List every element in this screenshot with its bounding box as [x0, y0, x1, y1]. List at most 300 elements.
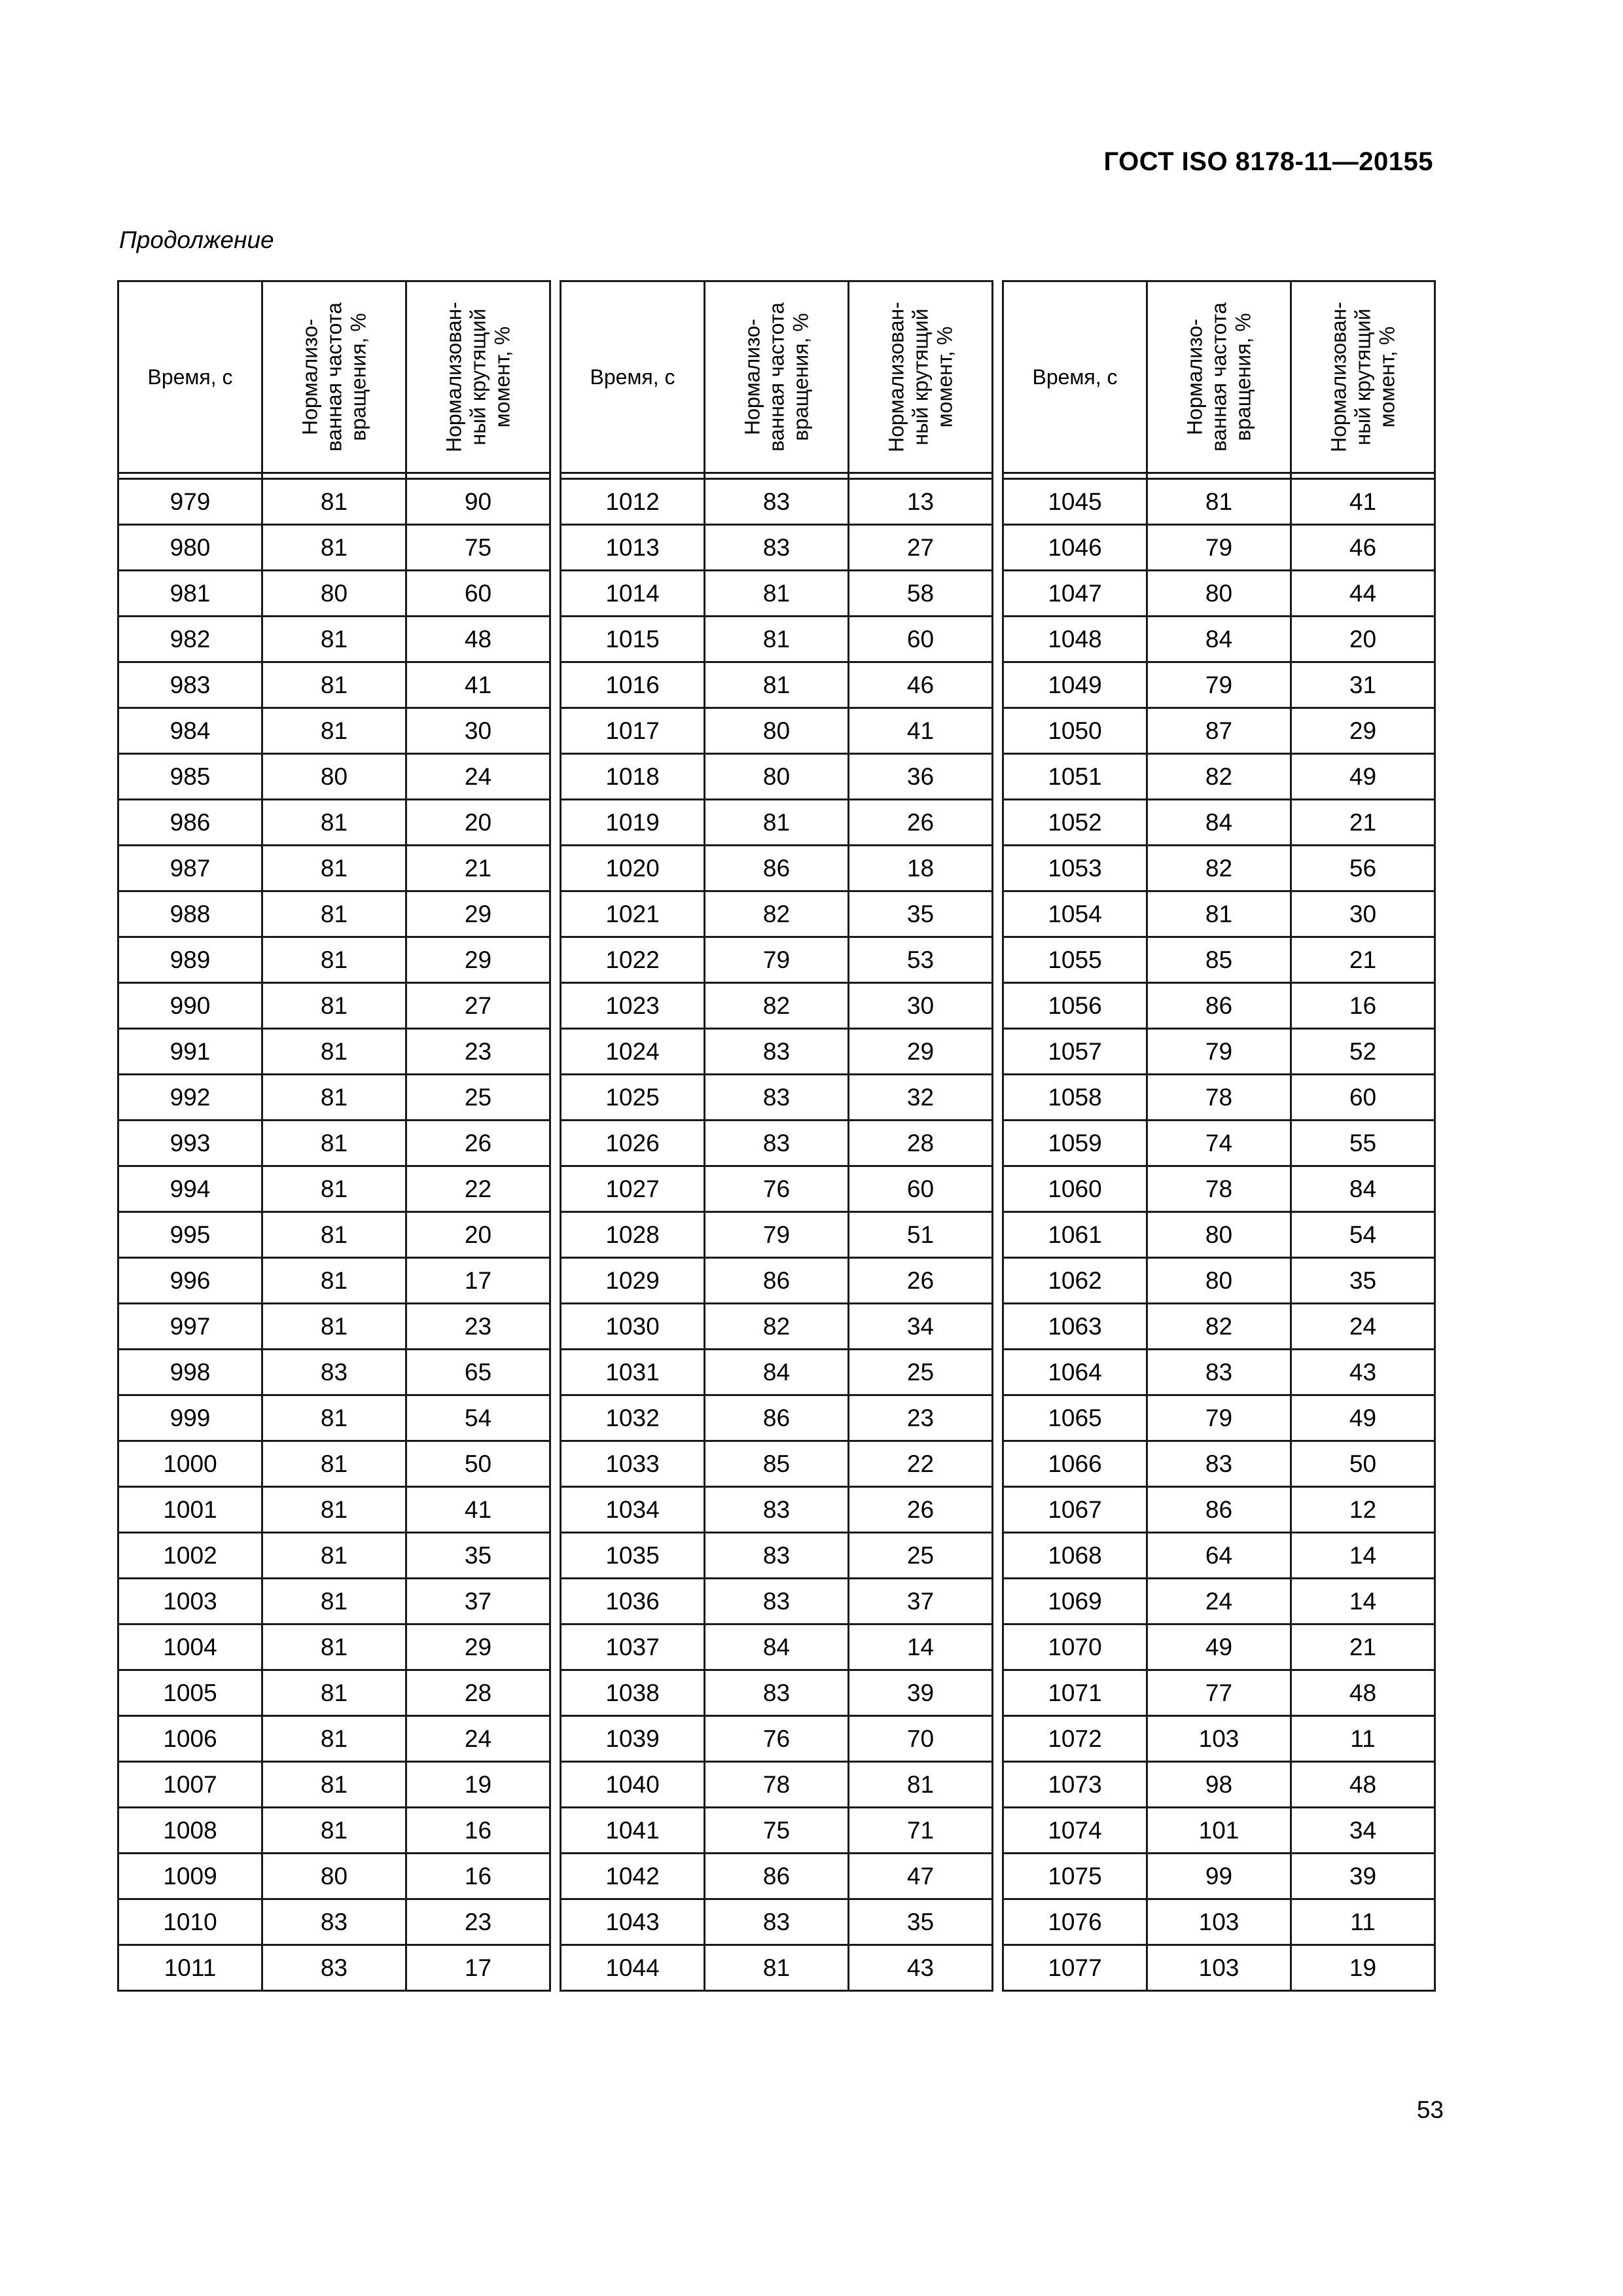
cell-torque: 37	[849, 1579, 993, 1624]
cell-torque: 24	[406, 754, 550, 800]
cell-time: 1032	[561, 1395, 705, 1441]
document-title: ГОСТ ISO 8178-11—20155	[1103, 147, 1433, 176]
cell-time: 982	[118, 617, 262, 662]
cell-torque: 14	[1291, 1533, 1435, 1579]
column-header-torque-text: Нормализован-ный крутящий момент, %	[442, 302, 514, 452]
table-row	[1003, 1487, 1435, 1533]
cell-speed: 81	[262, 525, 406, 571]
cell-time: 990	[118, 983, 262, 1029]
cell-speed: 83	[705, 1579, 849, 1624]
header-separator	[1003, 473, 1435, 479]
data-table-2	[560, 280, 993, 1992]
cell-speed: 81	[262, 1579, 406, 1624]
cell-time: 1033	[561, 1441, 705, 1487]
cell-speed: 101	[1147, 1808, 1291, 1854]
cell-speed: 76	[705, 1166, 849, 1212]
cell-time: 1048	[1003, 617, 1147, 662]
cell-time: 1038	[561, 1670, 705, 1716]
cell-speed: 80	[262, 754, 406, 800]
table-row	[1003, 1670, 1435, 1716]
column-header-time: Время, с	[118, 281, 262, 473]
cell-time: 1058	[1003, 1075, 1147, 1121]
cell-time: 1070	[1003, 1624, 1147, 1670]
table-row	[1003, 754, 1435, 800]
cell-torque: 81	[849, 1762, 993, 1808]
cell-torque: 34	[1291, 1808, 1435, 1854]
cell-speed: 81	[705, 662, 849, 708]
cell-torque: 70	[849, 1716, 993, 1762]
table-row	[561, 1395, 993, 1441]
cell-time: 1026	[561, 1121, 705, 1166]
table-row	[1003, 662, 1435, 708]
table-row	[561, 1762, 993, 1808]
cell-torque: 65	[406, 1350, 550, 1395]
table-row	[118, 1350, 550, 1395]
cell-time: 1073	[1003, 1762, 1147, 1808]
cell-time: 1025	[561, 1075, 705, 1121]
cell-time: 1014	[561, 571, 705, 617]
cell-time: 1013	[561, 525, 705, 571]
cell-speed: 81	[262, 1487, 406, 1533]
cell-speed: 103	[1147, 1899, 1291, 1945]
cell-time: 1055	[1003, 937, 1147, 983]
cell-torque: 11	[1291, 1899, 1435, 1945]
cell-speed: 79	[705, 1212, 849, 1258]
column-header-speed	[1147, 281, 1291, 473]
cell-torque: 14	[849, 1624, 993, 1670]
cell-time: 1069	[1003, 1579, 1147, 1624]
cell-speed: 79	[1147, 1029, 1291, 1075]
table-row	[1003, 800, 1435, 846]
table-row	[1003, 1579, 1435, 1624]
cell-time: 1062	[1003, 1258, 1147, 1304]
cell-speed: 84	[1147, 800, 1291, 846]
cell-time: 1007	[118, 1762, 262, 1808]
cell-torque: 23	[406, 1899, 550, 1945]
cell-time: 1060	[1003, 1166, 1147, 1212]
table-row	[561, 1121, 993, 1166]
cell-speed: 83	[262, 1350, 406, 1395]
cell-time: 1039	[561, 1716, 705, 1762]
header-separator	[561, 473, 993, 479]
table-row	[561, 1624, 993, 1670]
column-header-time: Время, с	[1003, 281, 1147, 473]
cell-speed: 79	[705, 937, 849, 983]
cell-torque: 26	[849, 800, 993, 846]
cell-time: 987	[118, 846, 262, 891]
cell-speed: 86	[705, 1258, 849, 1304]
cell-speed: 82	[705, 1304, 849, 1350]
cell-speed: 80	[1147, 1212, 1291, 1258]
cell-time: 998	[118, 1350, 262, 1395]
table-row	[118, 891, 550, 937]
cell-speed: 86	[705, 1395, 849, 1441]
cell-time: 1064	[1003, 1350, 1147, 1395]
table-row	[561, 1579, 993, 1624]
cell-time: 1037	[561, 1624, 705, 1670]
cell-torque: 39	[1291, 1854, 1435, 1899]
table-row	[561, 846, 993, 891]
cell-time: 1006	[118, 1716, 262, 1762]
table-row	[561, 1533, 993, 1579]
cell-torque: 36	[849, 754, 993, 800]
cell-speed: 82	[1147, 846, 1291, 891]
table-row	[1003, 617, 1435, 662]
cell-time: 1015	[561, 617, 705, 662]
cell-torque: 43	[1291, 1350, 1435, 1395]
cell-torque: 26	[849, 1487, 993, 1533]
cell-time: 1045	[1003, 479, 1147, 525]
cell-speed: 81	[262, 846, 406, 891]
cell-speed: 79	[1147, 662, 1291, 708]
cell-time: 1017	[561, 708, 705, 754]
cell-time: 1071	[1003, 1670, 1147, 1716]
cell-time: 1000	[118, 1441, 262, 1487]
cell-speed: 83	[705, 1487, 849, 1533]
cell-time: 1057	[1003, 1029, 1147, 1075]
cell-speed: 24	[1147, 1579, 1291, 1624]
cell-torque: 21	[1291, 800, 1435, 846]
cell-speed: 83	[705, 1670, 849, 1716]
cell-speed: 83	[705, 1533, 849, 1579]
cell-speed: 81	[705, 1945, 849, 1991]
cell-speed: 82	[1147, 754, 1291, 800]
cell-torque: 48	[1291, 1762, 1435, 1808]
cell-time: 1046	[1003, 525, 1147, 571]
cell-time: 1044	[561, 1945, 705, 1991]
table-row	[1003, 1808, 1435, 1854]
table-row	[1003, 1762, 1435, 1808]
table-row	[1003, 891, 1435, 937]
cell-time: 993	[118, 1121, 262, 1166]
table-row	[1003, 1029, 1435, 1075]
cell-torque: 25	[849, 1350, 993, 1395]
cell-time: 1034	[561, 1487, 705, 1533]
table-row	[118, 983, 550, 1029]
cell-speed: 83	[705, 1121, 849, 1166]
table-row	[118, 1579, 550, 1624]
cell-torque: 18	[849, 846, 993, 891]
table-row	[118, 617, 550, 662]
cell-time: 1051	[1003, 754, 1147, 800]
page-number: 53	[1416, 2096, 1444, 2123]
cell-torque: 30	[406, 708, 550, 754]
table-row	[1003, 1854, 1435, 1899]
header-row	[118, 281, 550, 473]
cell-speed: 87	[1147, 708, 1291, 754]
cell-torque: 51	[849, 1212, 993, 1258]
cell-time: 994	[118, 1166, 262, 1212]
cell-torque: 49	[1291, 754, 1435, 800]
table-row	[561, 1854, 993, 1899]
cell-time: 996	[118, 1258, 262, 1304]
table-row	[118, 479, 550, 525]
cell-speed: 81	[262, 1029, 406, 1075]
cell-time: 1061	[1003, 1212, 1147, 1258]
table-row	[118, 1716, 550, 1762]
cell-time: 985	[118, 754, 262, 800]
table-row	[1003, 708, 1435, 754]
cell-torque: 44	[1291, 571, 1435, 617]
cell-speed: 81	[262, 1304, 406, 1350]
cell-speed: 80	[1147, 1258, 1291, 1304]
cell-speed: 81	[262, 1395, 406, 1441]
table-row	[1003, 479, 1435, 525]
cell-torque: 17	[406, 1945, 550, 1991]
cell-time: 1016	[561, 662, 705, 708]
cell-speed: 80	[705, 754, 849, 800]
cell-speed: 75	[705, 1808, 849, 1854]
cell-speed: 80	[262, 1854, 406, 1899]
cell-time: 984	[118, 708, 262, 754]
column-header-torque-text: Нормализован-ный крутящий момент, %	[1327, 302, 1399, 452]
cell-torque: 75	[406, 525, 550, 571]
cell-torque: 25	[406, 1075, 550, 1121]
table-row	[118, 1624, 550, 1670]
cell-time: 1050	[1003, 708, 1147, 754]
cell-torque: 20	[1291, 617, 1435, 662]
cell-torque: 22	[849, 1441, 993, 1487]
cell-time: 1028	[561, 1212, 705, 1258]
table-row	[118, 708, 550, 754]
table-row	[1003, 1716, 1435, 1762]
table-row	[1003, 846, 1435, 891]
table-row	[118, 1762, 550, 1808]
cell-time: 1011	[118, 1945, 262, 1991]
cell-time: 1023	[561, 983, 705, 1029]
table-row	[561, 937, 993, 983]
cell-time: 1072	[1003, 1716, 1147, 1762]
table-row	[561, 662, 993, 708]
cell-speed: 81	[1147, 891, 1291, 937]
cell-time: 1054	[1003, 891, 1147, 937]
table-row	[118, 1212, 550, 1258]
table-row	[118, 662, 550, 708]
cell-time: 1049	[1003, 662, 1147, 708]
cell-time: 1077	[1003, 1945, 1147, 1991]
cell-torque: 41	[849, 708, 993, 754]
cell-torque: 41	[1291, 479, 1435, 525]
cell-torque: 24	[1291, 1304, 1435, 1350]
cell-torque: 60	[849, 617, 993, 662]
cell-torque: 56	[1291, 846, 1435, 891]
cell-time: 979	[118, 479, 262, 525]
cell-speed: 78	[1147, 1166, 1291, 1212]
cell-time: 1030	[561, 1304, 705, 1350]
cell-torque: 26	[406, 1121, 550, 1166]
cell-speed: 81	[1147, 479, 1291, 525]
cell-torque: 20	[406, 1212, 550, 1258]
cell-torque: 60	[849, 1166, 993, 1212]
table-row	[561, 1899, 993, 1945]
table-row	[1003, 571, 1435, 617]
cell-time: 1042	[561, 1854, 705, 1899]
cell-time: 1003	[118, 1579, 262, 1624]
table-row	[118, 1533, 550, 1579]
cell-speed: 83	[705, 525, 849, 571]
cell-speed: 81	[262, 1808, 406, 1854]
cell-time: 1009	[118, 1854, 262, 1899]
cell-time: 1076	[1003, 1899, 1147, 1945]
cell-speed: 81	[705, 800, 849, 846]
cell-speed: 82	[1147, 1304, 1291, 1350]
cell-torque: 16	[406, 1854, 550, 1899]
cell-speed: 86	[1147, 983, 1291, 1029]
cell-torque: 23	[849, 1395, 993, 1441]
table-row	[561, 1166, 993, 1212]
cell-torque: 53	[849, 937, 993, 983]
cell-torque: 43	[849, 1945, 993, 1991]
cell-torque: 19	[1291, 1945, 1435, 1991]
table-row	[561, 1212, 993, 1258]
cell-torque: 13	[849, 479, 993, 525]
cell-speed: 79	[1147, 525, 1291, 571]
cell-torque: 60	[1291, 1075, 1435, 1121]
table-row	[561, 708, 993, 754]
cell-torque: 50	[406, 1441, 550, 1487]
cell-speed: 82	[705, 983, 849, 1029]
cell-torque: 41	[406, 1487, 550, 1533]
cell-torque: 29	[406, 891, 550, 937]
cell-torque: 32	[849, 1075, 993, 1121]
cell-torque: 35	[849, 891, 993, 937]
cell-speed: 81	[705, 617, 849, 662]
cell-time: 1019	[561, 800, 705, 846]
cell-torque: 21	[1291, 937, 1435, 983]
table-row	[1003, 1212, 1435, 1258]
cell-time: 1020	[561, 846, 705, 891]
cell-time: 1065	[1003, 1395, 1147, 1441]
table-row	[561, 1487, 993, 1533]
cell-time: 1067	[1003, 1487, 1147, 1533]
cell-torque: 16	[1291, 983, 1435, 1029]
cell-torque: 20	[406, 800, 550, 846]
cell-time: 989	[118, 937, 262, 983]
cell-speed: 81	[262, 1533, 406, 1579]
cell-speed: 81	[262, 708, 406, 754]
cell-time: 1004	[118, 1624, 262, 1670]
cell-speed: 83	[705, 1899, 849, 1945]
cell-time: 1052	[1003, 800, 1147, 846]
cell-speed: 83	[1147, 1441, 1291, 1487]
table-row	[1003, 1350, 1435, 1395]
cell-speed: 64	[1147, 1533, 1291, 1579]
cell-torque: 29	[406, 937, 550, 983]
cell-torque: 34	[849, 1304, 993, 1350]
table-row	[118, 1808, 550, 1854]
cell-torque: 50	[1291, 1441, 1435, 1487]
cell-torque: 23	[406, 1304, 550, 1350]
cell-time: 1001	[118, 1487, 262, 1533]
cell-time: 1043	[561, 1899, 705, 1945]
cell-torque: 41	[406, 662, 550, 708]
cell-speed: 81	[262, 1075, 406, 1121]
column-header-speed-text: Нормализо-ванная частота вращения, %	[740, 302, 812, 452]
data-table-1	[117, 280, 551, 1992]
cell-speed: 83	[1147, 1350, 1291, 1395]
table-row	[1003, 525, 1435, 571]
cell-time: 1036	[561, 1579, 705, 1624]
cell-speed: 78	[705, 1762, 849, 1808]
cell-time: 981	[118, 571, 262, 617]
cell-time: 1005	[118, 1670, 262, 1716]
table-row	[118, 1166, 550, 1212]
table-row	[1003, 1945, 1435, 1991]
cell-time: 1024	[561, 1029, 705, 1075]
cell-torque: 39	[849, 1670, 993, 1716]
cell-torque: 28	[406, 1670, 550, 1716]
cell-torque: 54	[1291, 1212, 1435, 1258]
cell-torque: 52	[1291, 1029, 1435, 1075]
column-header-time: Время, с	[561, 281, 705, 473]
column-header-torque-text: Нормализован-ный крутящий момент, %	[884, 302, 956, 452]
cell-speed: 83	[262, 1899, 406, 1945]
cell-time: 999	[118, 1395, 262, 1441]
table-row	[118, 1899, 550, 1945]
table-row	[1003, 937, 1435, 983]
cell-speed: 81	[262, 1716, 406, 1762]
cell-torque: 30	[849, 983, 993, 1029]
table-row	[561, 983, 993, 1029]
cell-time: 1059	[1003, 1121, 1147, 1166]
cell-torque: 25	[849, 1533, 993, 1579]
table-row	[118, 754, 550, 800]
cell-torque: 31	[1291, 662, 1435, 708]
cell-time: 1027	[561, 1166, 705, 1212]
cell-torque: 90	[406, 479, 550, 525]
cell-torque: 11	[1291, 1716, 1435, 1762]
cell-speed: 84	[705, 1350, 849, 1395]
cell-speed: 81	[262, 891, 406, 937]
continuation-label: Продолжение	[119, 226, 274, 253]
cell-time: 988	[118, 891, 262, 937]
table-row	[118, 1029, 550, 1075]
cell-speed: 84	[1147, 617, 1291, 662]
cell-speed: 86	[1147, 1487, 1291, 1533]
table-row	[561, 1029, 993, 1075]
table-row	[561, 479, 993, 525]
cell-speed: 81	[262, 1441, 406, 1487]
cell-speed: 81	[262, 1166, 406, 1212]
cell-torque: 71	[849, 1808, 993, 1854]
cell-torque: 55	[1291, 1121, 1435, 1166]
cell-time: 1068	[1003, 1533, 1147, 1579]
column-header-speed	[262, 281, 406, 473]
table-row	[1003, 1304, 1435, 1350]
cell-time: 980	[118, 525, 262, 571]
cell-time: 1074	[1003, 1808, 1147, 1854]
column-header-torque	[1291, 281, 1435, 473]
cell-torque: 54	[406, 1395, 550, 1441]
cell-speed: 81	[262, 1670, 406, 1716]
table-row	[118, 1487, 550, 1533]
cell-speed: 84	[705, 1624, 849, 1670]
column-header-speed-text: Нормализо-ванная частота вращения, %	[298, 302, 370, 452]
header-row	[561, 281, 993, 473]
cell-torque: 46	[849, 662, 993, 708]
cell-speed: 83	[705, 479, 849, 525]
cell-torque: 21	[406, 846, 550, 891]
cell-speed: 86	[705, 1854, 849, 1899]
table-row	[561, 1304, 993, 1350]
column-header-speed	[705, 281, 849, 473]
cell-time: 1010	[118, 1899, 262, 1945]
cell-time: 1066	[1003, 1441, 1147, 1487]
cell-torque: 17	[406, 1258, 550, 1304]
cell-speed: 81	[262, 1258, 406, 1304]
cell-speed: 81	[262, 1212, 406, 1258]
cell-torque: 26	[849, 1258, 993, 1304]
